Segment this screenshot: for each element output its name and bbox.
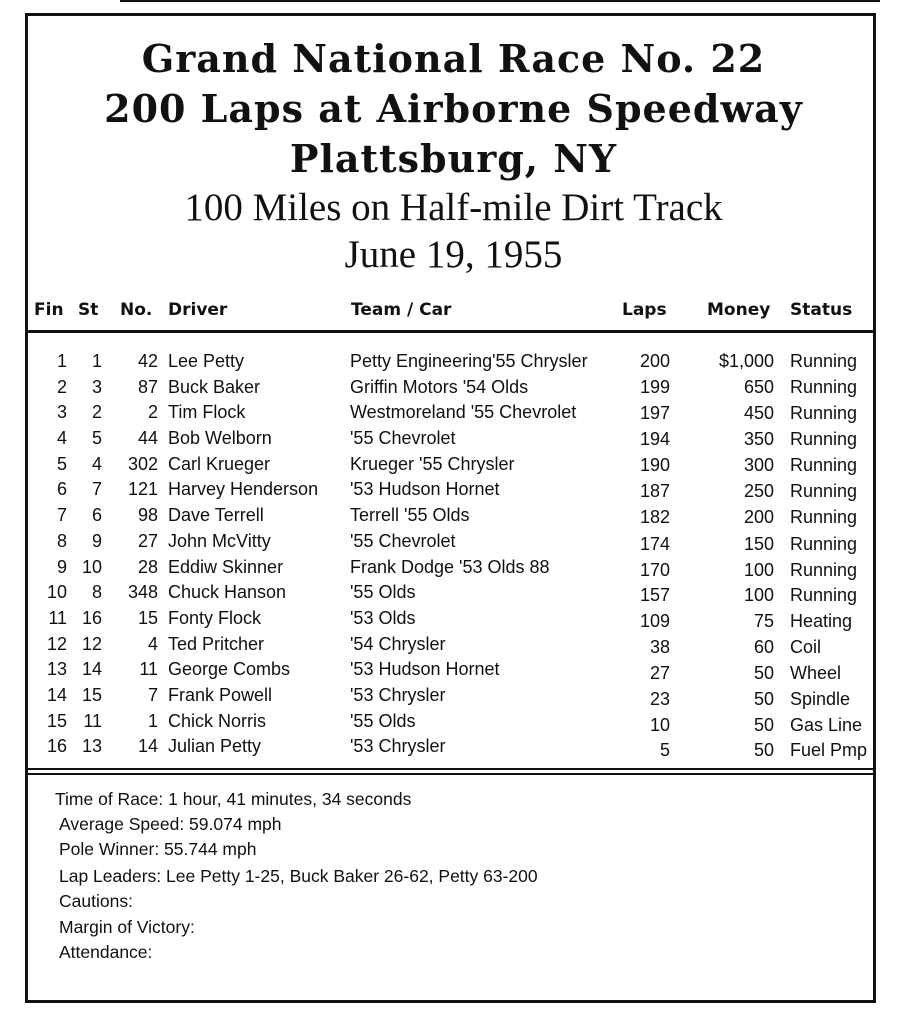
cell-driver: Julian Petty: [168, 736, 262, 757]
table-row: [28, 504, 873, 530]
cell-fin: 14: [46, 684, 67, 705]
cell-team-car: '55 Olds: [350, 710, 416, 731]
table-row: [28, 401, 873, 427]
cell-driver: John McVitty: [168, 530, 271, 551]
cell-car-number: 27: [137, 530, 158, 551]
cell-fin: 11: [48, 607, 67, 628]
cell-car-number: 44: [137, 428, 158, 449]
cell-start: 15: [81, 684, 102, 705]
header-laps: Laps: [622, 300, 667, 320]
cell-car-number: 1: [147, 710, 158, 731]
header-money: Money: [707, 300, 771, 320]
header-driver: Driver: [168, 300, 228, 320]
cell-start: 5: [91, 428, 102, 449]
cell-car-number: 121: [127, 479, 158, 500]
cell-driver: Tim Flock: [168, 402, 246, 423]
cell-team-car: '55 Chevrolet: [350, 530, 456, 551]
cell-money: 50: [753, 663, 774, 684]
table-row: [28, 350, 873, 376]
race-laps-venue: 200 Laps at Airborne Speedway: [104, 86, 803, 131]
cell-money: 350: [743, 429, 774, 450]
stat-average-speed: Average Speed: 59.074 mph: [59, 814, 282, 834]
cell-laps: 182: [639, 507, 670, 528]
cell-laps: 197: [639, 403, 670, 424]
cell-car-number: 302: [127, 453, 158, 474]
header-status: Status: [790, 300, 853, 320]
cell-status: Coil: [790, 636, 822, 657]
cell-money: $1,000: [718, 351, 774, 371]
cell-status: Running: [790, 454, 858, 475]
cell-start: 16: [81, 607, 102, 628]
cell-team-car: Krueger '55 Chrysler: [350, 453, 515, 474]
header-divider: [28, 330, 873, 333]
cell-driver: Chuck Hanson: [168, 582, 287, 603]
table-bottom-rule: [28, 768, 873, 770]
cell-status: Fuel Pmp: [790, 740, 868, 761]
cell-laps: 38: [649, 636, 670, 657]
cell-fin: 8: [56, 530, 67, 551]
cell-status: Running: [790, 403, 858, 424]
cell-money: 100: [743, 585, 774, 606]
cell-start: 8: [91, 582, 102, 603]
cell-laps: 190: [639, 454, 670, 475]
cell-team-car: Griffin Motors '54 Olds: [350, 376, 529, 397]
table-row: [28, 556, 873, 582]
cell-driver: Bob Welborn: [168, 428, 272, 449]
cell-team-car: '55 Olds: [350, 582, 416, 603]
cell-status: Running: [790, 559, 858, 580]
race-title-block: [28, 34, 879, 278]
cell-team-car: Terrell '55 Olds: [350, 505, 470, 526]
table-row: [28, 658, 873, 684]
cell-laps: 5: [659, 740, 670, 761]
cell-car-number: 348: [127, 582, 158, 603]
cell-start: 13: [81, 736, 102, 757]
cell-money: 50: [753, 688, 774, 709]
cell-car-number: 14: [137, 736, 158, 757]
table-bottom-rule-2: [28, 773, 873, 775]
header-fin: Fin: [34, 300, 64, 320]
top-edge-line: [120, 0, 880, 2]
cell-money: 60: [753, 636, 774, 657]
cell-status: Running: [790, 533, 858, 554]
cell-driver: Fonty Flock: [168, 607, 262, 628]
cell-fin: 2: [56, 376, 67, 397]
race-title: Grand National Race No. 22: [141, 36, 766, 81]
table-row: [28, 735, 873, 761]
cell-money: 650: [743, 376, 774, 397]
cell-fin: 13: [46, 659, 67, 680]
cell-team-car: '53 Hudson Hornet: [350, 479, 500, 500]
table-row: [28, 453, 873, 479]
cell-laps: 157: [639, 585, 670, 606]
table-row: [28, 427, 873, 453]
cell-fin: 16: [46, 736, 67, 757]
cell-car-number: 4: [147, 633, 158, 654]
table-row: [28, 581, 873, 607]
cell-money: 200: [743, 507, 774, 528]
cell-status: Running: [790, 585, 858, 606]
cell-fin: 10: [46, 582, 67, 603]
cell-fin: 1: [56, 351, 67, 371]
cell-laps: 109: [639, 610, 670, 631]
cell-status: Heating: [790, 610, 853, 631]
cell-money: 300: [743, 454, 774, 475]
cell-team-car: Petty Engineering'55 Chrysler: [350, 351, 588, 371]
cell-team-car: '53 Hudson Hornet: [350, 659, 500, 680]
cell-fin: 12: [46, 633, 67, 654]
stat-attendance: Attendance:: [59, 942, 153, 962]
stat-cautions: Cautions:: [59, 891, 133, 911]
cell-driver: Harvey Henderson: [168, 479, 319, 500]
table-row: [28, 530, 873, 556]
cell-team-car: '53 Chrysler: [350, 684, 446, 705]
header-st: St: [78, 300, 99, 320]
cell-status: Gas Line: [790, 714, 863, 735]
cell-driver: Carl Krueger: [168, 453, 271, 474]
results-table: [28, 350, 873, 761]
race-date: June 19, 1955: [344, 233, 563, 276]
cell-start: 11: [83, 710, 102, 731]
cell-driver: Chick Norris: [168, 710, 267, 731]
cell-fin: 4: [56, 428, 67, 449]
cell-start: 10: [81, 556, 102, 577]
cell-money: 450: [743, 403, 774, 424]
cell-fin: 9: [56, 556, 67, 577]
cell-money: 50: [753, 714, 774, 735]
cell-driver: Buck Baker: [168, 376, 261, 397]
cell-start: 12: [81, 633, 102, 654]
cell-money: 150: [743, 533, 774, 554]
cell-laps: 199: [639, 376, 670, 397]
cell-car-number: 87: [137, 376, 158, 397]
cell-money: 100: [743, 559, 774, 580]
cell-team-car: '53 Chrysler: [350, 736, 446, 757]
header-team: Team / Car: [351, 300, 452, 320]
cell-car-number: 15: [137, 607, 158, 628]
cell-team-car: Frank Dodge '53 Olds 88: [350, 556, 550, 577]
cell-car-number: 2: [147, 402, 158, 423]
cell-driver: Eddiw Skinner: [168, 556, 284, 577]
cell-driver: Frank Powell: [168, 684, 273, 705]
stat-pole-winner: Pole Winner: 55.744 mph: [59, 839, 257, 859]
cell-laps: 194: [639, 429, 670, 450]
cell-start: 1: [91, 351, 102, 371]
cell-driver: Ted Pritcher: [168, 633, 265, 654]
cell-car-number: 28: [137, 556, 158, 577]
cell-start: 6: [91, 505, 102, 526]
header-no: No.: [120, 300, 153, 320]
cell-driver: George Combs: [168, 659, 291, 680]
cell-start: 7: [91, 479, 102, 500]
cell-status: Running: [790, 429, 858, 450]
cell-start: 3: [91, 376, 102, 397]
cell-start: 9: [91, 530, 102, 551]
cell-laps: 174: [639, 533, 670, 554]
cell-driver: Lee Petty: [168, 351, 245, 371]
cell-team-car: '53 Olds: [350, 607, 416, 628]
cell-laps: 23: [649, 688, 670, 709]
cell-start: 14: [81, 659, 102, 680]
stat-time-of-race: Time of Race: 1 hour, 41 minutes, 34 seconds: [55, 789, 412, 809]
cell-team-car: Westmoreland '55 Chevrolet: [350, 402, 577, 423]
cell-status: Wheel: [790, 663, 842, 684]
stat-margin-of-victory: Margin of Victory:: [59, 917, 195, 937]
cell-start: 2: [91, 402, 102, 423]
cell-team-car: '55 Chevrolet: [350, 428, 456, 449]
table-row: [28, 633, 873, 659]
cell-status: Spindle: [790, 688, 851, 709]
cell-driver: Dave Terrell: [168, 505, 264, 526]
cell-laps: 10: [649, 714, 670, 735]
cell-money: 50: [753, 740, 774, 761]
cell-laps: 170: [639, 559, 670, 580]
cell-fin: 15: [46, 710, 67, 731]
cell-status: Running: [790, 351, 858, 371]
cell-laps: 27: [649, 663, 670, 684]
cell-car-number: 42: [137, 351, 158, 371]
cell-car-number: 11: [139, 659, 158, 680]
cell-laps: 200: [639, 351, 670, 371]
table-row: [28, 376, 873, 402]
results-sheet: [25, 13, 876, 1003]
cell-money: 250: [743, 481, 774, 502]
stat-lap-leaders: Lap Leaders: Lee Petty 1-25, Buck Baker 26-62, Petty 63-200: [59, 866, 538, 886]
cell-status: Running: [790, 507, 858, 528]
cell-car-number: 7: [147, 684, 158, 705]
cell-fin: 7: [56, 505, 67, 526]
cell-money: 75: [753, 610, 774, 631]
cell-team-car: '54 Chrysler: [350, 633, 446, 654]
cell-fin: 3: [56, 402, 67, 423]
cell-car-number: 98: [137, 505, 158, 526]
table-row: [28, 478, 873, 504]
cell-status: Running: [790, 376, 858, 397]
table-row: [28, 710, 873, 736]
cell-laps: 187: [639, 481, 670, 502]
cell-fin: 6: [56, 479, 67, 500]
cell-fin: 5: [56, 453, 67, 474]
table-row: [28, 607, 873, 633]
cell-start: 4: [91, 453, 102, 474]
cell-status: Running: [790, 481, 858, 502]
table-row: [28, 684, 873, 710]
race-distance: 100 Miles on Half-mile Dirt Track: [184, 186, 723, 229]
race-location: Plattsburg, NY: [289, 136, 618, 181]
